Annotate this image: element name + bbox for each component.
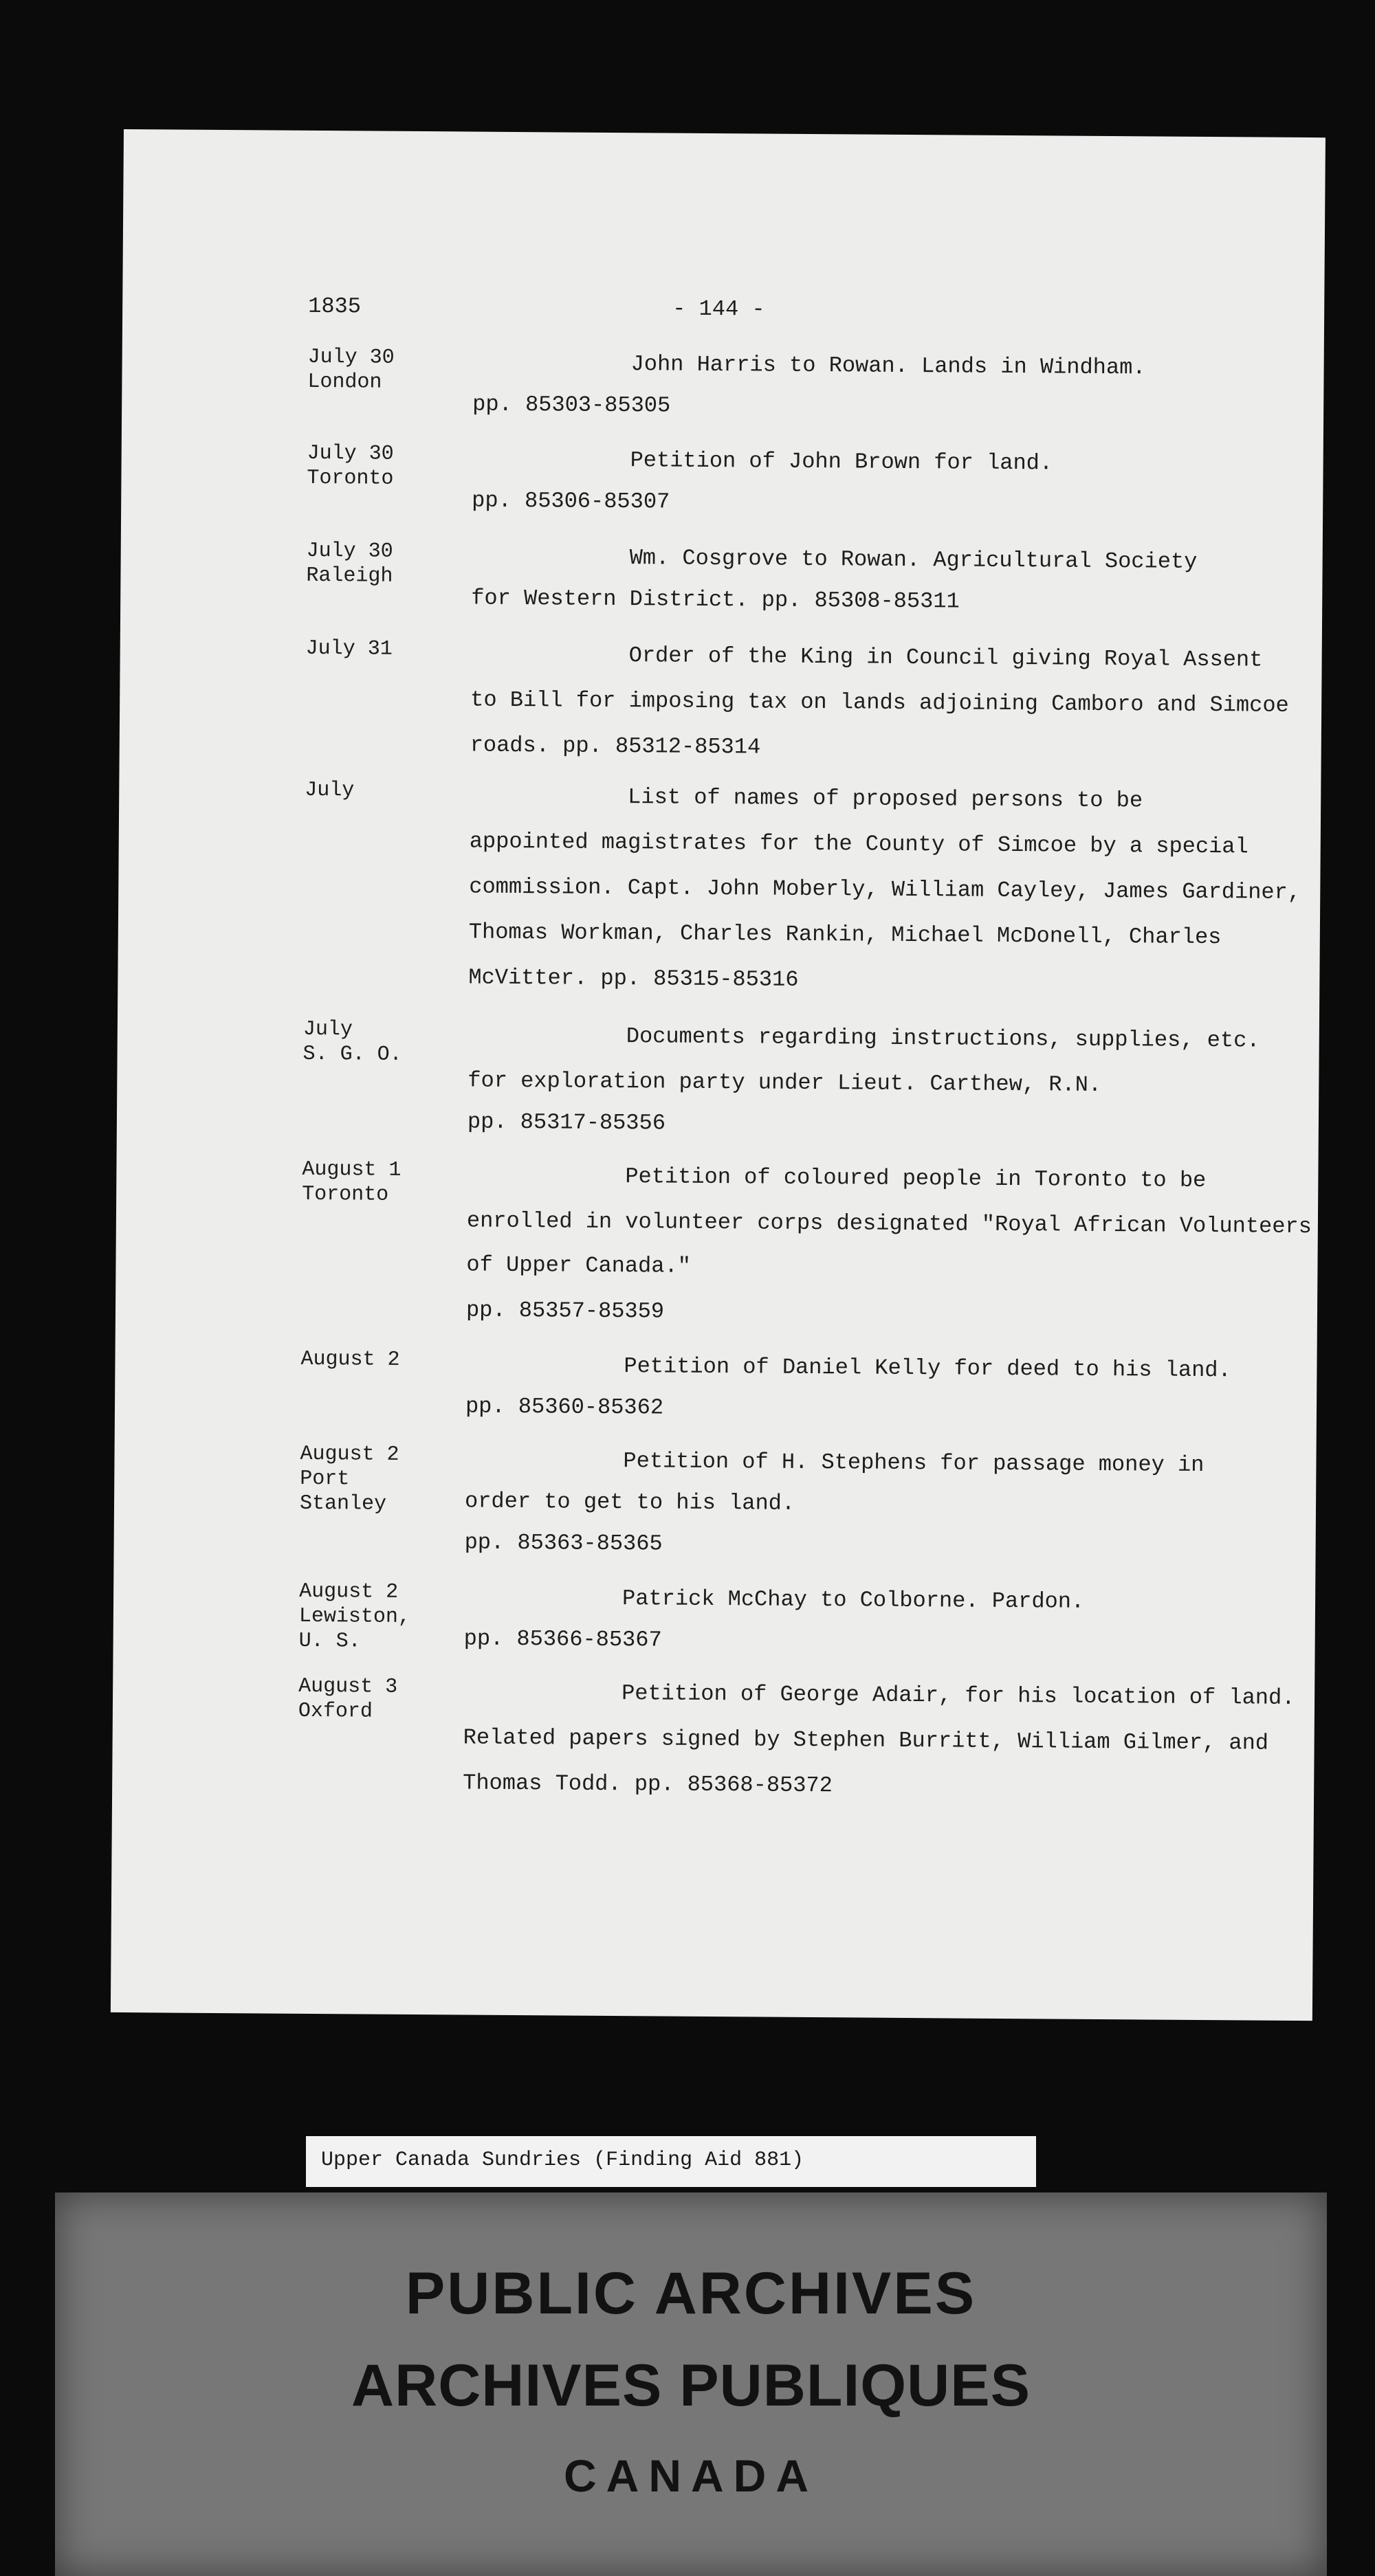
entry [468, 784, 1301, 992]
entry [471, 544, 1297, 614]
entry-line: Petition of John Brown for land. [630, 447, 1053, 476]
entry-date-place: July 30 Raleigh [306, 539, 393, 588]
entry-line: pp. 85306-85307 [472, 487, 670, 515]
entry-date-place: July 31 [305, 636, 393, 661]
entry [464, 1447, 1290, 1557]
entry-line: McVitter. pp. 85315-85316 [468, 964, 799, 992]
document-page [111, 129, 1326, 2021]
entry-line: John Harris to Rowan. Lands in Windham. [630, 351, 1146, 381]
entry-line: Thomas Todd. pp. 85368-85372 [463, 1770, 833, 1799]
entry-line: Order of the King in Council giving Royal Assent [628, 643, 1263, 673]
entry [472, 447, 1297, 515]
entry-line: pp. 85317-85356 [467, 1109, 666, 1136]
entry-line: pp. 85366-85367 [463, 1625, 662, 1653]
year-heading: 1835 [308, 293, 362, 320]
archives-stamp [55, 2192, 1327, 2576]
entry-line: pp. 85357-85359 [465, 1297, 665, 1324]
entry [463, 1680, 1295, 1799]
entry [465, 1163, 1312, 1324]
entry-date-place: August 1 Toronto [302, 1157, 402, 1207]
page-number: - 144 - [672, 296, 765, 322]
entry-line: commission. Capt. John Moberly, William Cayley, James Gardiner, [469, 874, 1301, 905]
entry [467, 1023, 1293, 1136]
entry-line: Wm. Cosgrove to Rowan. Agricultural Society [629, 545, 1198, 575]
entry-line: Petition of George Adair, for his location of land. [622, 1680, 1295, 1711]
entry-line: roads. pp. 85312-85314 [470, 732, 761, 760]
entry-line: appointed magistrates for the County of Simcoe by a special [469, 828, 1248, 860]
entry-line: Petition of Daniel Kelly for deed to his land. [624, 1353, 1231, 1384]
entry-date-place: July 30 London [307, 345, 395, 395]
entry-line: pp. 85303-85305 [472, 391, 671, 419]
entry [465, 1353, 1291, 1421]
entry-date-place: August 2 Port Stanley [299, 1442, 399, 1516]
entry-date-place: August 3 Oxford [298, 1674, 398, 1724]
entry-line: order to get to his land. [464, 1488, 795, 1516]
entry-line: Petition of H. Stephens for passage money in [623, 1448, 1204, 1478]
entry-line: for Western District. pp. 85308-85311 [471, 585, 960, 614]
entry-line: for exploration party under Lieut. Carthew, R.N. [468, 1067, 1102, 1098]
entry-line: of Upper Canada." [466, 1252, 692, 1279]
entry-line: pp. 85363-85365 [464, 1529, 663, 1557]
entry-line: enrolled in volunteer corps designated "Royal African Volunteers [466, 1208, 1312, 1240]
stamp-line-2: ARCHIVES PUBLIQUES [351, 2353, 1031, 2419]
entry-line: to Bill for imposing tax on lands adjoining Camboro and Simcoe [470, 687, 1289, 718]
entry [463, 1585, 1289, 1653]
entry-line: Related papers signed by Stephen Burritt, William Gilmer, and [463, 1724, 1269, 1756]
entry [470, 642, 1296, 760]
entry-line: Documents regarding instructions, supplies, etc. [626, 1023, 1260, 1054]
entry-date-place: July 30 Toronto [307, 441, 394, 491]
entry-date-place: July S. G. O. [302, 1017, 402, 1067]
stamp-line-1: PUBLIC ARCHIVES [405, 2261, 977, 2327]
entry-line: List of names of proposed persons to be [628, 784, 1143, 814]
entry-line: Patrick McChay to Colborne. Pardon. [622, 1586, 1085, 1614]
entry-line: pp. 85360-85362 [465, 1393, 664, 1421]
entry-line: Petition of coloured people in Toronto to be [625, 1164, 1207, 1194]
entry [472, 351, 1298, 419]
finding-aid-text: Upper Canada Sundries (Finding Aid 881) [321, 2148, 804, 2172]
entry-line: Thomas Workman, Charles Rankin, Michael McDonell, Charles [468, 919, 1222, 951]
entry-date-place: August 2 Lewiston, U. S. [298, 1579, 411, 1654]
entry-date-place: July [305, 778, 355, 803]
stamp-line-3: CANADA [564, 2450, 818, 2501]
entry-date-place: August 2 [300, 1347, 400, 1372]
finding-aid-label [306, 2136, 1036, 2187]
